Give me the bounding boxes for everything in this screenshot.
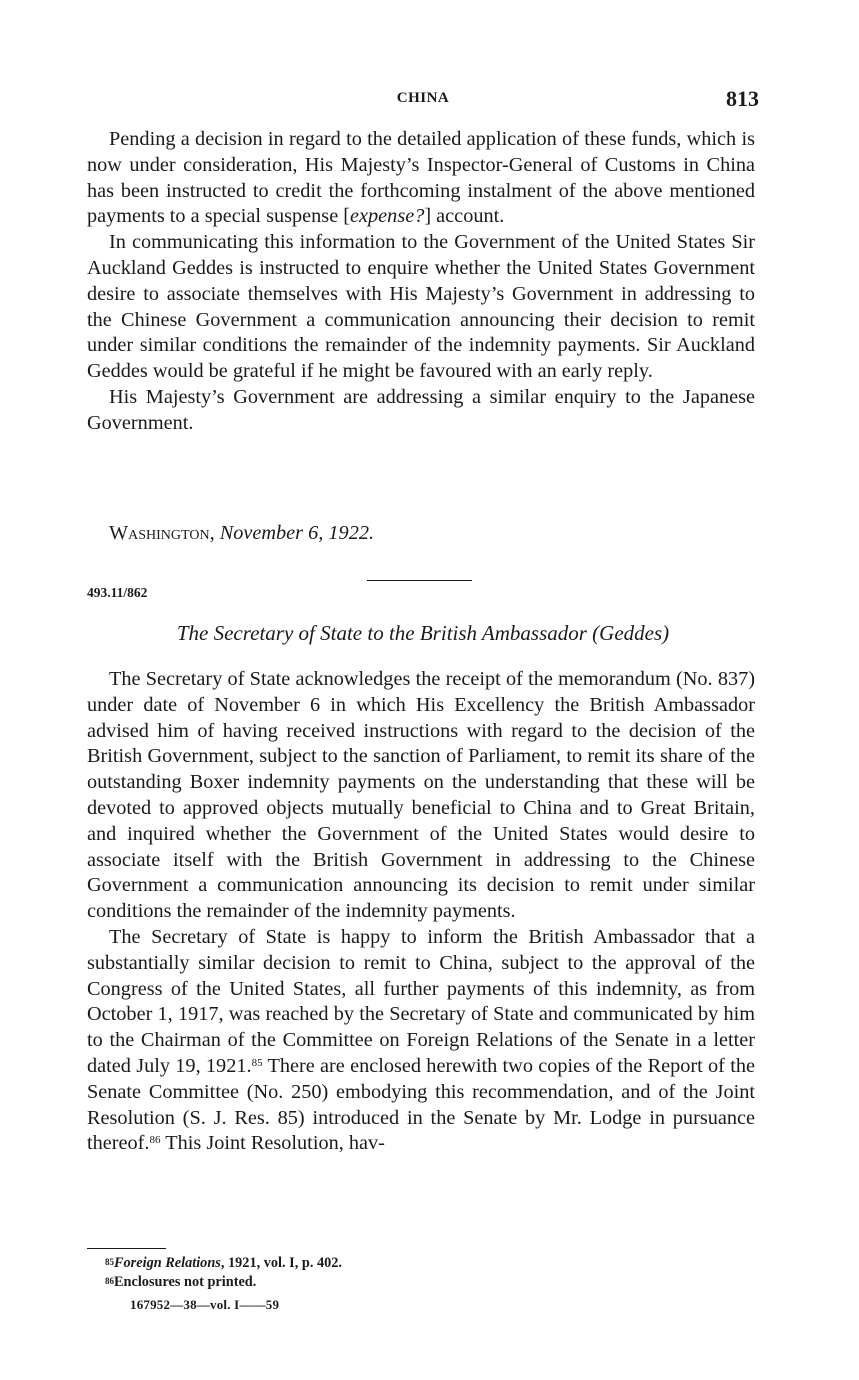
footnote-marker: 85 [105,1257,114,1267]
footnote-title: Foreign Relations [114,1255,221,1271]
memo-paragraph [87,230,755,385]
text-run: His Majesty’s Government are addressing a similar enquiry to the Japanese Government. [87,385,755,434]
printer-line: 167952—38—vol. I——59 [130,1297,280,1312]
document-paragraph [87,667,755,925]
footnote-text: , 1921, vol. I, p. 402. [220,1255,342,1271]
text-run: There are enclosed herewith two copies of the Report of the Senate Committee (No. 250) embodying this recommendation, and of the Joint Resolution (S. J. Res. 85) introduced in the Senate by Mr. Lodge in pursuance thereof. [87,1054,755,1155]
document-body-text [87,667,755,1157]
document-paragraph [87,925,755,1157]
running-head: CHINA [396,90,450,106]
page-number: 813 [726,86,759,111]
text-run: Pending a decision in regard to the detailed application of these funds, which is now under consideration, His Majesty’s Inspector-General of Customs in China has been instructed to credit the forthcoming instalment of the above mentioned payments to a special suspense [ [87,128,755,228]
memo-date: November 6, 1922. [219,522,375,544]
memo-place: Washington [109,522,210,544]
footnote-item [105,1254,342,1273]
footnotes [105,1254,342,1292]
file-number: 493.11/862 [87,585,148,600]
footnote-marker: 86 [105,1276,114,1286]
text-run: The Secretary of State acknowledges the receipt of the memorandum (No. 837) under date of November 6 in which His Excellency the British Ambassador advised him of having received instructions with regard to the decision of the British Government, subject to the sanction of Parliament, to remit its share of the outstanding Boxer indemnity payments on the understanding that these will be devoted to approved objects mutually beneficial to China and to Great Britain, and inquired whether the Government of the United States would desire to associate itself with the British Government in addressing to the Chinese Government a communication announcing its decision to remit under similar conditions the remainder of the indemnity payments. [87,668,755,923]
document-title: The Secretary of State to the British Ambassador (Geddes) [176,621,670,645]
memo-paragraph [87,385,755,437]
footnote-text: Enclosures not printed. [114,1274,257,1290]
footnote-ref: 85 [251,1056,263,1069]
memo-signature-line: Washington, November 6, 1922. [109,522,375,544]
section-divider [367,580,472,581]
text-run: expense? [350,205,425,228]
memo-paragraph [87,127,755,230]
footnote-item [105,1273,342,1292]
footnote-ref: 86 [149,1134,161,1147]
memo-continuation-text [87,127,755,437]
page-header [87,86,759,116]
footnote-rule [87,1248,166,1249]
text-run: ] account. [424,205,505,228]
text-run: In communicating this information to the Government of the United States Sir Auckland Geddes is instructed to enquire whether the United States Government desire to associate themselves with His Majesty’s Government in addressing to the Chinese Government a communication announcing their decision to remit under similar conditions the remainder of the indemnity payments. Sir Auckland Geddes would be grateful if he might be favoured with an early reply. [87,231,755,383]
text-run: This Joint Resolution, hav- [160,1132,385,1155]
text-run: The Secretary of State is happy to inform the British Ambassador that a substantially similar decision to remit to China, subject to the approval of the Congress of the United States, all further payments of this indemnity, as from October 1, 1917, was reached by the Secretary of State and communicated by him to the Chairman of the Committee on Foreign Relations of the Senate in a letter dated July 19, 1921. [87,925,755,1077]
